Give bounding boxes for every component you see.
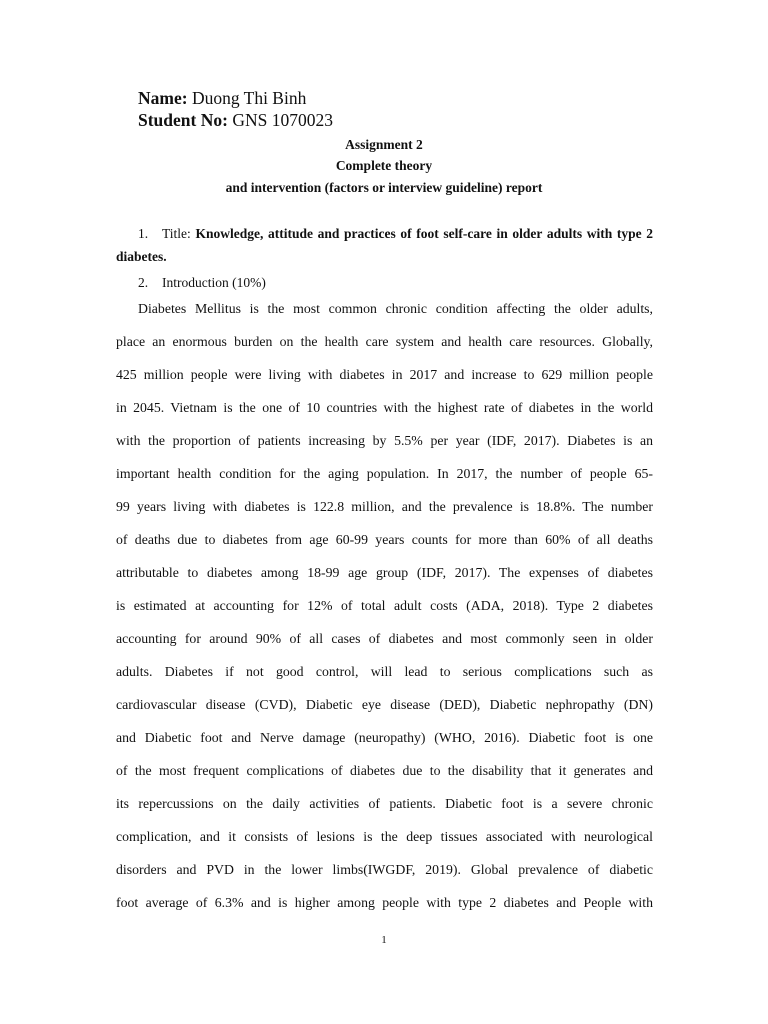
student-number-line: [138, 110, 333, 131]
paragraph-line: disorders and PVD in the lower limbs(IWGDF, 2019). Global prevalence of diabetic: [116, 862, 653, 877]
paragraph-line: and Diabetic foot and Nerve damage (neuropathy) (WHO, 2016). Diabetic foot is one: [116, 730, 653, 745]
paragraph-line: Diabetes Mellitus is the most common chronic condition affecting the older adults,: [138, 301, 653, 316]
report-heading-line1: Complete theory: [335, 158, 433, 173]
section-title-number: 1.: [138, 226, 149, 241]
paragraph-line: with the proportion of patients increasing by 5.5% per year (IDF, 2017). Diabetes is an: [116, 433, 653, 448]
paragraph-line: in 2045. Vietnam is the one of 10 countries with the highest rate of diabetes in the world: [116, 400, 653, 415]
paragraph-line: accounting for around 90% of all cases of diabetes and most commonly seen in older: [116, 631, 653, 646]
assignment-heading: Assignment 2: [345, 137, 423, 152]
name-value: Duong Thi Binh: [191, 88, 307, 108]
paragraph-line: important health condition for the aging population. In 2017, the number of people 65-: [116, 466, 653, 481]
paragraph-line: of deaths due to diabetes from age 60-99 years counts for more than 60% of all deaths: [116, 532, 653, 547]
name-label: Name:: [138, 88, 188, 108]
paragraph-line: 99 years living with diabetes is 122.8 million, and the prevalence is 18.8%. The number: [116, 499, 653, 514]
paragraph-line: adults. Diabetes if not good control, will lead to serious complications such as: [116, 664, 653, 679]
paragraph-line: 425 million people were living with diabetes in 2017 and increase to 629 million people: [116, 367, 653, 382]
report-heading-line2: and intervention (factors or interview guideline) report: [225, 180, 543, 195]
student-number-label: Student No:: [138, 110, 228, 130]
section-title: [116, 222, 653, 268]
paragraph-line: is estimated at accounting for 12% of total adult costs (ADA, 2018). Type 2 diabetes: [116, 598, 653, 613]
paragraph-line: cardiovascular disease (CVD), Diabetic eye disease (DED), Diabetic nephropathy (DN): [116, 697, 653, 712]
paragraph-line: foot average of 6.3% and is higher among people with type 2 diabetes and People with: [116, 895, 653, 910]
section-introduction-label: Introduction (10%): [162, 275, 266, 290]
page-number: 1: [381, 934, 387, 946]
paragraph-line: place an enormous burden on the health care system and health care resources. Globally,: [116, 334, 653, 349]
section-introduction-number: 2.: [138, 275, 149, 290]
paragraph-line: attributable to diabetes among 18-99 age group (IDF, 2017). The expenses of diabetes: [116, 565, 653, 580]
paragraph-line: its repercussions on the daily activities of patients. Diabetic foot is a severe chronic: [116, 796, 653, 811]
section-title-text: Knowledge, attitude and practices of foot self-care in older adults with type 2 diabetes.: [116, 226, 654, 264]
paragraph-line: of the most frequent complications of diabetes due to the disability that it generates and: [116, 763, 653, 778]
section-introduction: [116, 271, 653, 294]
paragraph-line: complication, and it consists of lesions is the deep tissues associated with neurological: [116, 829, 653, 844]
section-title-label: Title:: [162, 226, 191, 241]
name-line: [138, 88, 306, 109]
student-number-value: GNS 1070023: [232, 110, 333, 130]
